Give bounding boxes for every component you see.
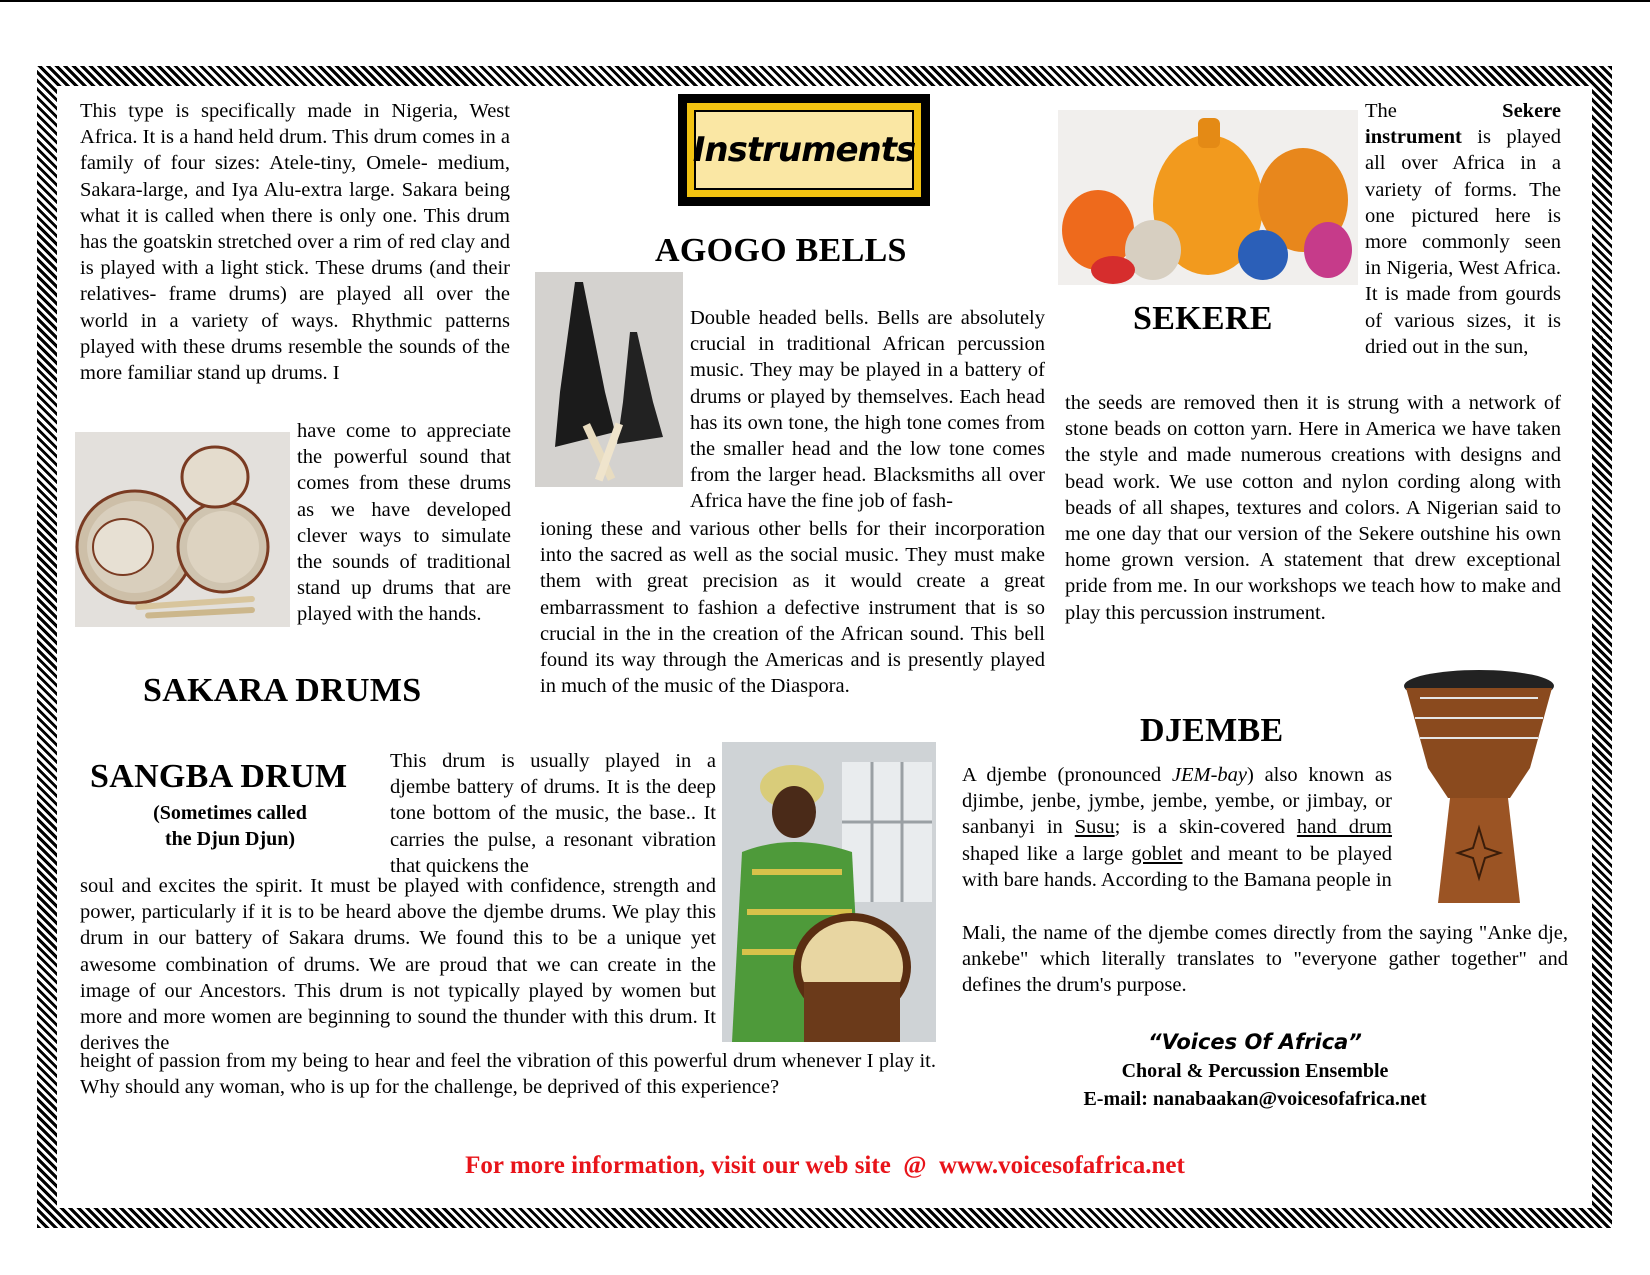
link-hand-drum[interactable]: hand drum: [1296, 816, 1392, 839]
djembe-text-intro: A djembe (pronounced JEM-bay) also known as djimbe, jenbe, jymbe, jembe, yembe, or jimbay, or sanbanyi in Susu; is a skin-covered hand drum shaped like a large goblet and meant to be played with bare hands. According to the Bamana people in: [962, 764, 1392, 891]
sakara-text-side: have come to appreciate the powerful sound that comes from these drums as we have developed clever ways to simulate the sounds of traditional stand up drums that are played with the hands.: [297, 420, 511, 626]
sangba-subheading: (Sometimes called the Djun Djun): [153, 802, 307, 850]
sangba-text-side: This drum is usually played in a djembe battery of drums. It is the deep tone bottom of the music, the base.. It carries the pulse, a resonant vibration that quickens the: [390, 750, 716, 877]
djembe-photo: [1400, 668, 1558, 908]
agogo-text-bottom: ioning these and various other bells for their incorporation into the sacred as well as the social music. They must make them with great precision as it would create a great embarrassment to fashion a defective instrument that is so crucial in the in the creation of the African sound. This bell found its way through the Americas and is presently played in much of the music of the Diaspora.: [540, 518, 1045, 698]
sekere-photo: [1058, 110, 1358, 285]
instruments-logo: [678, 94, 930, 206]
djembe-text-bottom: Mali, the name of the djembe comes directly from the saying "Anke dje, ankebe" which literally translates to "everyone gather together" and defines the drum's purpose.: [962, 922, 1568, 997]
djembe-heading: DJEMBE: [1140, 712, 1284, 749]
ensemble-subtitle: Choral & Percussion Ensemble: [1121, 1060, 1389, 1082]
sekere-heading: SEKERE: [1133, 300, 1273, 337]
link-susu[interactable]: Susu: [1074, 816, 1115, 839]
sangba-text-bottom: height of passion from my being to hear and feel the vibration of this powerful drum whenever I play it. Why should any woman, who is up for the challenge, be deprived of this experience?: [80, 1050, 936, 1099]
top-rule: [0, 0, 1650, 2]
footer-website-line[interactable]: For more information, visit our web site @ www.voicesofafrica.net: [465, 1152, 1185, 1179]
sekere-text-bottom: the seeds are removed then it is strung with a network of stone beads on cotton yarn. Here in America we have taken the style and made numerous creations with designs and bead work. We use cotton and nylon cording along with beads of all shapes, textures and colors. A Nigerian said to me one day that our version of the Sekere outshine his own home grown version. A statement that drew exceptional pride from me. In our workshops we teach how to make and play this percussion instrument.: [1065, 392, 1561, 624]
sakara-heading: SAKARA DRUMS: [143, 672, 422, 709]
sangba-text-mid: soul and excites the spirit. It must be played with confidence, strength and power, particularly if it is to be heard above the djembe drums. We play this drum in our battery of Sakara drums. We found this to be a unique yet awesome combination of drums. We are proud that we can create in the image of our Ancestors. This drum is not typically played by women but more and more women are beginning to sound the thunder with this drum. It derives the: [80, 875, 716, 1055]
link-goblet[interactable]: goblet: [1131, 842, 1183, 865]
ensemble-info: [1030, 1027, 1480, 1113]
sekere-text-intro: The Sekere instrument is played all over Africa in a variety of forms. The one pictured here is more commonly seen in Nigeria, West Africa. It is made from gourds of various sizes, it is dried out in the sun,: [1365, 100, 1561, 358]
sakara-drums-photo: [75, 432, 290, 627]
ensemble-name: “Voices Of Africa”: [1148, 1030, 1362, 1054]
ensemble-email[interactable]: E-mail: nanabaakan@voicesofafrica.net: [1083, 1088, 1427, 1110]
logo-text: Instruments: [692, 130, 916, 170]
sakara-text-top: This type is specifically made in Nigeria, West Africa. It is a hand held drum. This drum comes in a family of four sizes: Atele-tiny, Omele- medium, Sakara-large, and Iya Alu-extra large. Sakara being what it is called when there is only one. This drum has the goatskin stretched over a rim of red clay and is played with a light stick. These drums (and their relatives- frame drums) are played all over the world in a variety of ways. Rhythmic patterns played with these drums resemble the sounds of the more familiar stand up drums. I: [80, 100, 510, 385]
agogo-text-side: Double headed bells. Bells are absolutely crucial in traditional African percussion music. They may be played in a battery of drums or played by themselves. Each head has its own tone, the high tone comes from the smaller head and the low tone comes from the larger head. Blacksmiths all over Africa have the fine job of fash-: [690, 307, 1045, 513]
agogo-heading: AGOGO BELLS: [655, 232, 907, 269]
sangba-drummer-photo: [722, 742, 936, 1042]
agogo-bells-photo: [535, 272, 683, 487]
sangba-heading: SANGBA DRUM: [90, 758, 348, 795]
